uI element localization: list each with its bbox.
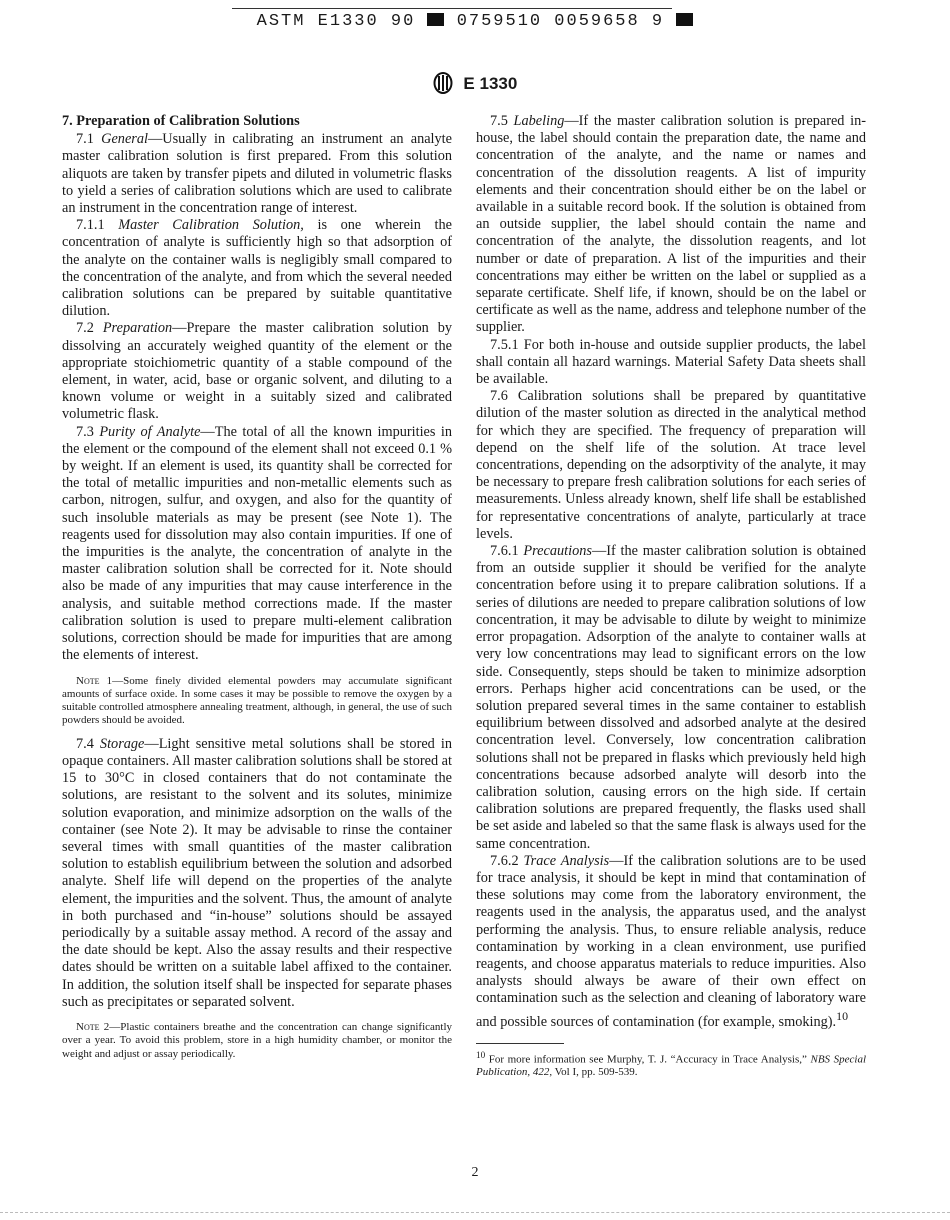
paragraph-7-4: 7.4 Storage—Light sensitive metal solutions shall be stored in opaque containers. All master calibration solutions shall be stored at 15 to 30°C in closed containers that do not contaminate the solutions, are resistant to the solvent and its solutes, minimize solution evaporation, and minimize adsorption on the walls of the container (see Note 2). It may be advisable to rinse the container several times with small quantities of the master calibration solution to establish equilibrium between the solution and adsorbed analyte. Shelf life will depend on the properties of the analyte element, the impurities and the solvent. Thus, the amount of analyte in both purchased and “in-house” solutions should be assayed periodically by a suitable assay method. A record of the assay and the date should be kept. Also the assay results and their respective dates should be written on a suitable label affixed to the container. In addition, the solution itself shall be inspected for separate phases such as precipitates or separated solvent. bbox=[62, 735, 452, 1010]
paragraph-7-6-1: 7.6.1 Precautions—If the master calibration solution is obtained from an outside supplier it should be verified for the analyte concentration before using it to prepare calibration solutions. If a series of dilutions are needed to prepare calibration solutions of low concentration, it may be advisable to dilute by weight to minimize error propagation. Adsorption of the analyte to container walls at very low concentrations may lead to significant errors on the low side. Consequently, steps should be taken to minimize adsorption errors. Perhaps higher acid concentrations can be used, or the solution prepared several times in the same container to establish equilibrium between dissolved and adsorbed analyte at the desired concentration level. Conversely, low concentration calibration solutions shall not be prepared in flasks which previously held high concentrations because adsorbed analyte will desorb into the calibration solution, causing errors on the high side. If certain calibration solutions are prepared frequently, the flasks used shall be set aside and labeled so that the same flask is always used for the same concentration. bbox=[476, 543, 867, 852]
top-rule bbox=[232, 8, 672, 9]
section-heading: 7. Preparation of Calibration Solutions bbox=[62, 113, 300, 129]
footnote-ref: 10 bbox=[836, 1008, 849, 1023]
paragraph-7-1-1: 7.1.1 Master Calibration Solution, is one wherein the concentration of analyte is sufficiently high so that adsorption of the analyte on the container walls is negligibly small compared to the concentration of the analyte, and from which the several needed calibration solutions can be prepared by suitable quantitative dilution. bbox=[62, 217, 452, 320]
document-code bbox=[0, 12, 950, 31]
paragraph-7-1: 7.1 General—Usually in calibrating an instrument an analyte master calibration solution is first prepared. From this solution aliquots are taken by transfer pipets and diluted in volumetric flasks to yield a series of calibration solutions which are used to calibrate an instrument in the concentration range of interest. bbox=[62, 131, 453, 217]
note-2: Note 2—Plastic containers breathe and the concentration can change significantly over a year. To avoid this problem, store in a high humidity chamber, or monitor the weight and adjust or assay periodically. bbox=[62, 1020, 453, 1060]
document-code-text: ASTM E1330 90 bbox=[256, 12, 416, 31]
paragraph-7-5: 7.5 Labeling—If the master calibration solution is prepared in-house, the label should contain the preparation date, the name and concentration of the analyte, and the name or names and concentration of the dissolution reagents. A list of impurity elements and their concentration should either be on the label or available in a suitable record book. If the solution is obtained from an outside supplier, the label should contain the name and concentration of the analyte, the dissolution reagents, and lot number or date of preparation. A list of the impurities and their concentrations may either be written on the label or supplied as a separate certificate. Shelf life, if known, should be on the label or certificate as well as the name, address and telephone number of the supplier. bbox=[476, 113, 866, 336]
bottom-scan-edge bbox=[0, 1212, 950, 1213]
document-code-text-2: 0759510 0059658 9 bbox=[456, 12, 665, 31]
paragraph-7-3: 7.3 Purity of Analyte—The total of all the known impurities in the element or the compound of the element shall not exceed 0.1 % by weight. If an element is used, its quantity shall be corrected for the total of metallic impurities and non-metallic elements such as carbon, nitrogen, sulfur, and oxygen, and also for the quantity of such insoluble materials as may be present (see Note 1). The reagents used for dissolution may also contain impurities. If one of the impurities is the analyte, the concentration of analyte in the master calibration solution shall be corrected for it. Note should also be made of any impurities that may cause interference in the analysis, and suitable method corrections made. If the master calibration solution is used to prepare multi-element calibration solutions, correction should be made for impurities that are among the elements of interest. bbox=[62, 423, 452, 664]
paragraph-7-2: 7.2 Preparation—Prepare the master calibration solution by dissolving an accurately weighed quantity of the element or the appropriate stoichiometric quantity of a stable compound of the element, in water, acid, base or organic solvent, and diluting to a known volume or weight in a suitably sized and calibrated volumetric flask. bbox=[62, 320, 452, 423]
astm-logo-icon bbox=[433, 72, 453, 94]
standard-number: E 1330 bbox=[463, 74, 518, 93]
page-header bbox=[0, 72, 950, 94]
page-number: 2 bbox=[471, 1165, 479, 1180]
left-column bbox=[62, 113, 452, 1069]
paragraph-7-6-2: 7.6.2 Trace Analysis—If the calibration solutions are to be used for trace analysis, it should be kept in mind that contamination of these solutions may come from the laboratory environment, the reagents used in the analysis, the apparatus used, and the analyst performing the analysis. Thus, to ensure reliable analysis, reduce contamination by working in a clean environment, use purified reagents, and choose apparatus materials to reduce impurities. Also analysts should always be aware of their own effect on contamination such as the selection and cleaning of laboratory ware and possible sources of contamination (for example, smoking).$^{10}$ bbox=[476, 852, 866, 1030]
paragraph-7-5-1: 7.5.1 For both in-house and outside supplier products, the label shall contain all hazard warnings. Material Safety Data sheets shall be available. bbox=[476, 336, 866, 388]
footnote-10: $^{10}$ For more information see Murphy, T. J. “Accuracy in Trace Analysis,” NBS Special Publication, 422, Vol I, pp. 509-539. bbox=[476, 1049, 866, 1079]
paragraph-7-6: 7.6 Calibration solutions shall be prepared by quantitative dilution of the master solution as directed in the analytical method for which they are specified. The frequency of preparation will depend on the shelf life of the solution. At trace level concentrations, depending on the adsorptivity of the analyte, it may be necessary to prepare fresh calibration solutions for each series of measurements. Unless already known, shelf life shall be established for representative concentrations of analyte, particularly at trace levels. bbox=[476, 388, 866, 542]
black-block-1 bbox=[427, 13, 444, 26]
footnote-rule bbox=[476, 1043, 564, 1044]
note-1: Note 1—Some finely divided elemental powders may accumulate significant amounts of surface oxide. In some cases it may be possible to remove the oxygen by a suitable controlled atmosphere annealing treatment, although, in general, the use of such powders should be avoided. bbox=[62, 674, 453, 727]
black-block-2 bbox=[676, 13, 693, 26]
right-column bbox=[476, 113, 866, 1080]
